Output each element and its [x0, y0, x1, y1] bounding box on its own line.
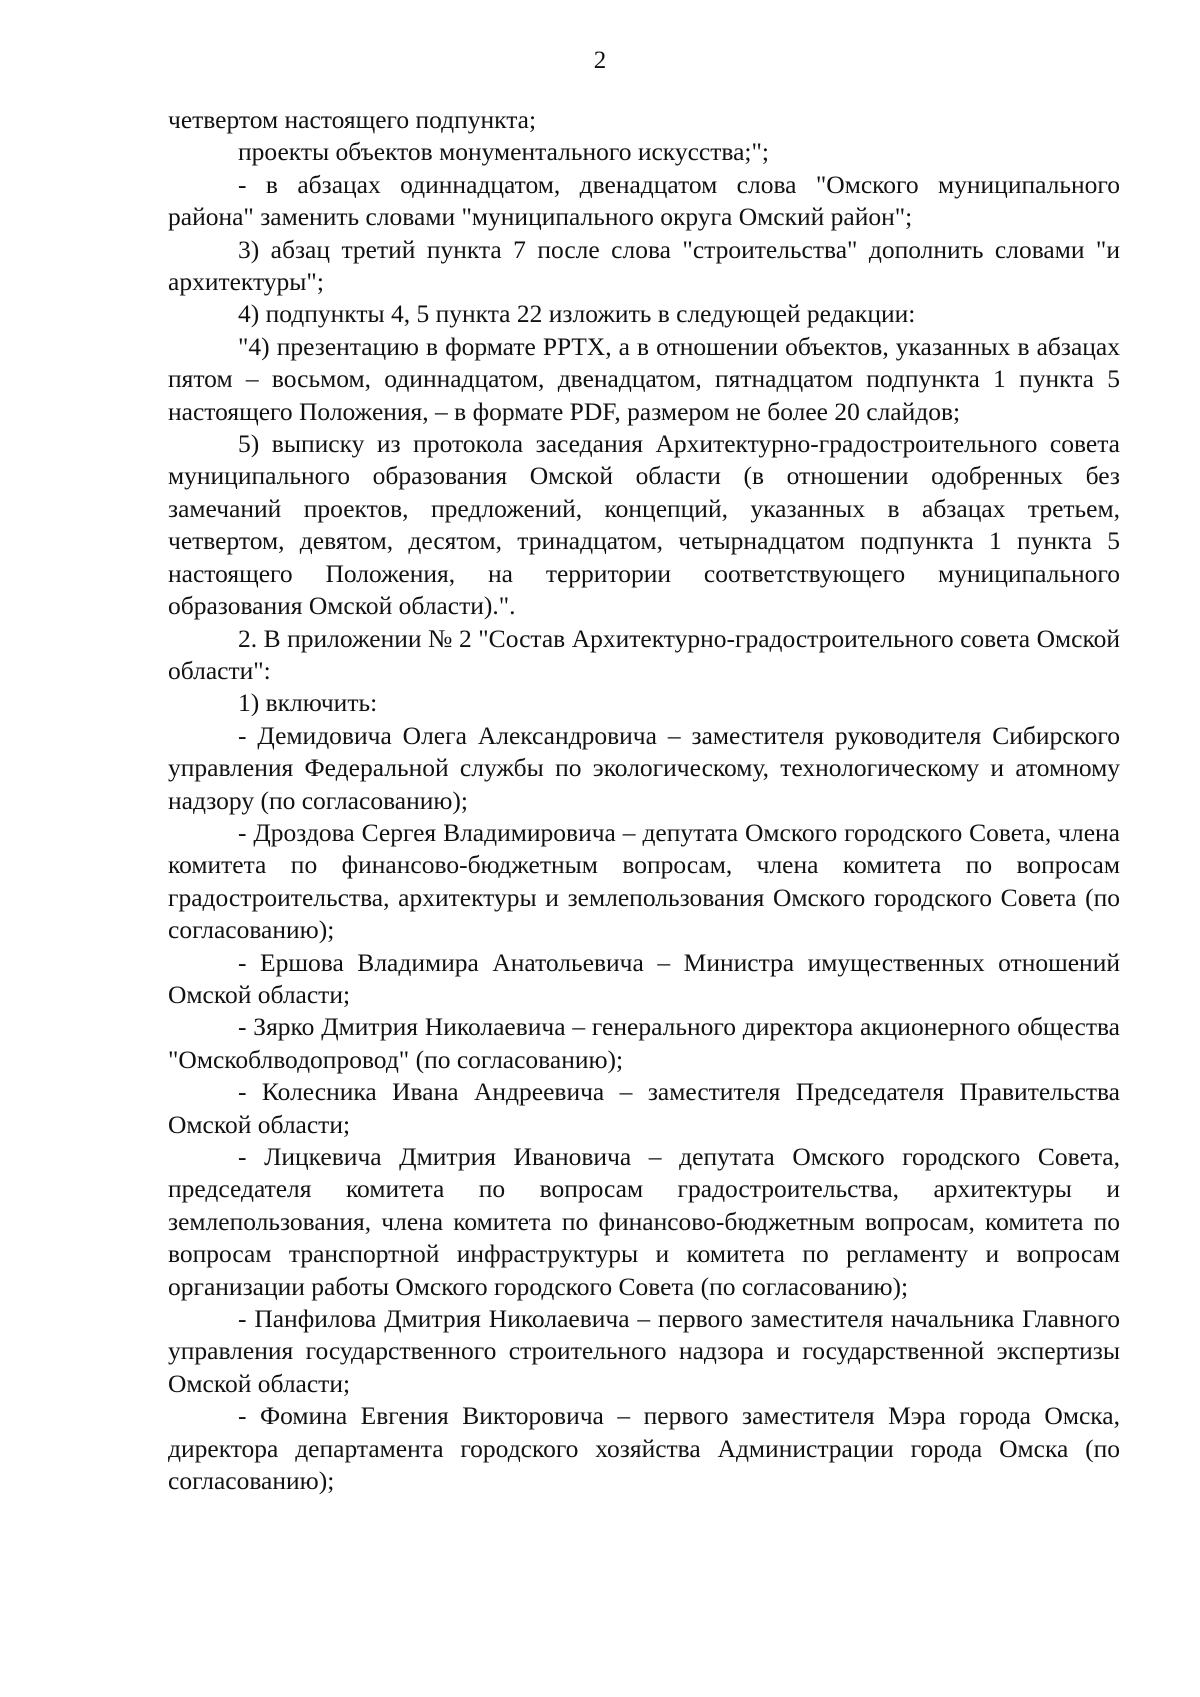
list-item: - Ершова Владимира Анатольевича – Министра имущественных отношений Омской области; — [168, 947, 1120, 1009]
paragraph: 2. В приложении № 2 "Состав Архитектурно-градостроительного совета Омской области": — [168, 623, 1120, 685]
list-item: - Колесника Ивана Андреевича – заместителя Председателя Правительства Омской области; — [168, 1077, 1120, 1139]
paragraph: 4) подпункты 4, 5 пункта 22 изложить в следующей редакции: — [238, 299, 916, 329]
paragraph: - в абзацах одиннадцатом, двенадцатом слова "Омского муниципального района" заменить словами "муниципального округа Омский район"; — [168, 169, 1120, 232]
document-body — [168, 104, 1120, 1497]
paragraph: 3) абзац третий пункта 7 после слова "строительства" дополнить словами "и архитектуры"; — [168, 234, 1120, 297]
paragraph: "4) презентацию в формате PPTX, а в отношении объектов, указанных в абзацах пятом – восьмом, одиннадцатом, двенадцатом, пятнадцатом подпункта 1 пункта 5 настоящего Положения, – в формате PDF, размером не более 20 слайдов; — [168, 331, 1120, 426]
list-item: - Демидовича Олега Александровича – заместителя руководителя Сибирского управления Федеральной службы по экологическому, технологическому и атомному надзору (по согласованию); — [168, 720, 1120, 815]
paragraph: четвертом настоящего подпункта; — [168, 105, 537, 134]
paragraph: 5) выписку из протокола заседания Архитектурно-градостроительного совета муниципального образования Омской области (в отношении одобренных без замечаний проектов, предложений, концепций, указанных в абзацах третьем, четвертом, девятом, десятом, тринадцатом, четырнадцатом подпункта 1 пункта 5 настоящего Положения, на территории соответствующего муниципального образования Омской области).". — [168, 429, 1120, 621]
paragraph: проекты объектов монументального искусства;"; — [238, 137, 769, 167]
list-item: - Панфилова Дмитрия Николаевича – первого заместителя начальника Главного управления государственного строительного надзора и государственной экспертизы Омской области; — [168, 1304, 1120, 1398]
list-item: - Зярко Дмитрия Николаевича – генерального директора акционерного общества "Омскоблводопровод" (по согласованию); — [168, 1012, 1120, 1074]
paragraph: 1) включить: — [238, 688, 378, 718]
list-item: - Фомина Евгения Викторовича – первого заместителя Мэра города Омска, директора департамента городского хозяйства Администрации города Омска (по согласованию); — [168, 1401, 1120, 1496]
list-item: - Дроздова Сергея Владимировича – депутата Омского городского Совета, члена комитета по финансово-бюджетным вопросам, члена комитета по вопросам градостроительства, архитектуры и землепользования Омского городского Совета (по согласованию); — [168, 817, 1120, 945]
list-item: - Лицкевича Дмитрия Ивановича – депутата Омского городского Совета, председателя комитета по вопросам градостроительства, архитектуры и землепользования, члена комитета по финансово-бюджетным вопросам, комитета по вопросам транспортной инфраструктуры и комитета по регламенту и вопросам организации работы Омского городского Совета (по согласованию); — [168, 1142, 1120, 1301]
page-number: 2 — [593, 47, 607, 74]
